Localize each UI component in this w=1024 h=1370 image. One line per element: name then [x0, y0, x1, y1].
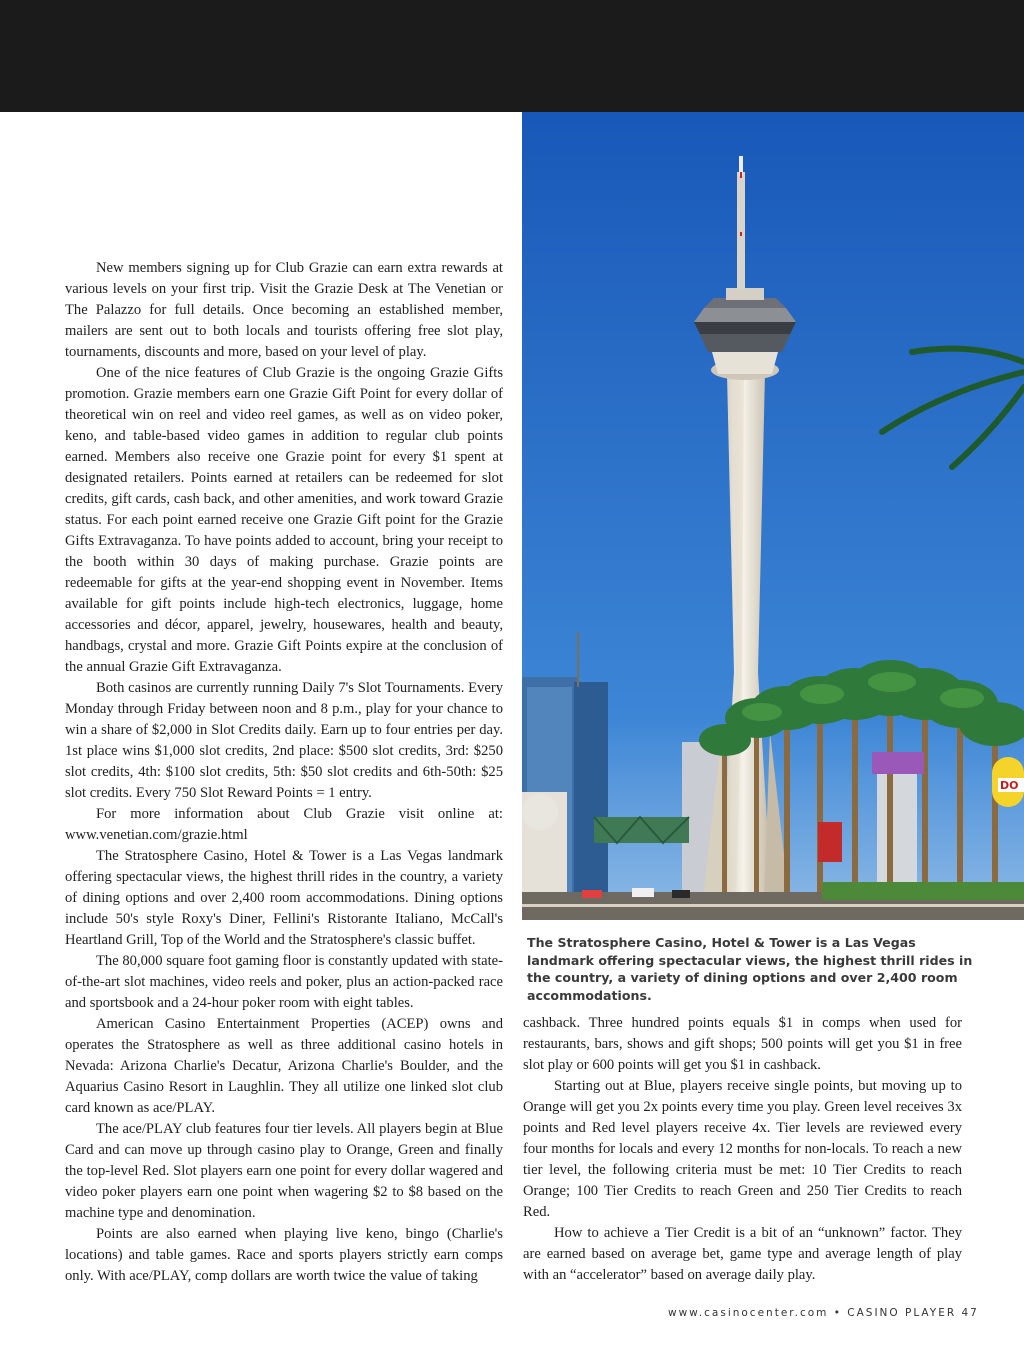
article-paragraph: How to achieve a Tier Credit is a bit of an “unknown” factor. They are earned based on average bet, game type and average length of play with an “accelerator” based on average daily play. [523, 1225, 962, 1283]
photo-caption: The Stratosphere Casino, Hotel & Tower is a Las Vegas landmark offering spectacular views, the highest thrill rides in the country, a variety of dining options and over 2,400 room accommodations. [527, 935, 973, 1003]
article-paragraph: Starting out at Blue, players receive single points, but moving up to Orange will get you 2x points every time you play. Green level receives 3x points and Red level players receive 4x. Tier levels are reviewed every four months for locals and every 12 months for non-locals. To reach a new tier level, the following criteria must be met: 10 Tier Credits to reach Orange; 100 Tier Credits to reach Green and 250 Tier Credits to reach Red. [523, 1078, 962, 1220]
article-paragraph: The ace/PLAY club features four tier levels. All players begin at Blue Card and can move up through casino play to Orange, Green and finally the top-level Red. Slot players earn one point for every dollar wagered and video poker players earn one point when wagering $2 to $8 based on the machine type and denomination. [65, 1121, 503, 1221]
article-paragraph: The Stratosphere Casino, Hotel & Tower is a Las Vegas landmark offering spectacular views, the highest thrill rides in the country, a variety of dining options and over 2,400 room accommodations. Dining options include 50's style Roxy's Diner, Fellini's Ristorante Italiano, McCall's Heartland Grill, Top of the World and the Stratosphere's classic buffet. [65, 848, 503, 948]
article-column-right [523, 1013, 962, 1286]
header-bar [0, 0, 1024, 112]
article-paragraph: American Casino Entertainment Properties (ACEP) owns and operates the Stratosphere as well as three additional casino hotels in Nevada: Arizona Charlie's Decatur, Arizona Charlie's Boulder, and the Aquarius Casino Resort in Laughlin. They all utilize one linked slot club card known as ace/PLAY. [65, 1016, 503, 1116]
sign-text: DO [1000, 779, 1019, 792]
article-paragraph: The 80,000 square foot gaming floor is constantly updated with state-of-the-art slot machines, video reels and poker, plus an action-packed race and sportsbook and a 24-hour poker room with eight tables. [65, 953, 503, 1011]
article-paragraph: One of the nice features of Club Grazie is the ongoing Grazie Gifts promotion. Grazie members earn one Grazie Gift Point for every dollar of theoretical win on reel and video reel games, as well as on video poker, keno, and table-based video games in addition to regular club points earned. Members also receive one Grazie point for every $1 spent at designated retailers. Points earned at retailers can be redeemed for slot credits, gift cards, cash back, and other amenities, and work toward Grazie status. For each point earned receive one Grazie Gift point for the Grazie Gifts Extravaganza. To have points added to account, bring your receipt to the booth within 30 days of making purchase. Grazie points are redeemable for gifts at the year-end shopping event in November. Items available for gift points include high-tech electronics, luggage, home accessories and décor, apparel, jewelry, housewares, health and beauty, handbags, crystal and more. Grazie Gift Points expire at the conclusion of the annual Grazie Gift Extravaganza. [65, 365, 503, 675]
article-column-left [65, 258, 503, 1287]
article-paragraph: New members signing up for Club Grazie can earn extra rewards at various levels on your first trip. Visit the Grazie Desk at The Venetian or The Palazzo for full details. Once becoming an established member, mailers are sent out to both locals and tourists offering free slot play, tournaments, discounts and more, based on your level of play. [65, 260, 503, 360]
article-paragraph: Both casinos are currently running Daily 7's Slot Tournaments. Every Monday through Friday between noon and 8 p.m., play for your chance to win a share of $2,000 in Slot Credits daily. Earn up to four entries per day. 1st place wins $1,000 slot credits, 2nd place: $500 slot credits, 3rd: $250 slot credits, 4th: $100 slot credits, 5th: $50 slot credits and 6th-50th: $25 slot credits. Every 750 Slot Reward Points = 1 entry. [65, 680, 503, 801]
article-paragraph: Points are also earned when playing live keno, bingo (Charlie's locations) and table games. Race and sports players strictly earn comps only. With ace/PLAY, comp dollars are worth twice the value of taking [65, 1226, 503, 1284]
page-footer: www.casinocenter.com • CASINO PLAYER 47 [668, 1307, 979, 1319]
article-paragraph: cashback. Three hundred points equals $1 in comps when used for restaurants, bars, shows and gift shops; 500 points will get you $1 in free slot play or 600 points will get you $1 in cashback. [523, 1015, 962, 1073]
article-paragraph: For more information about Club Grazie visit online at: www.venetian.com/grazie.html [65, 806, 503, 843]
stratosphere-tower-photo [522, 112, 1024, 920]
